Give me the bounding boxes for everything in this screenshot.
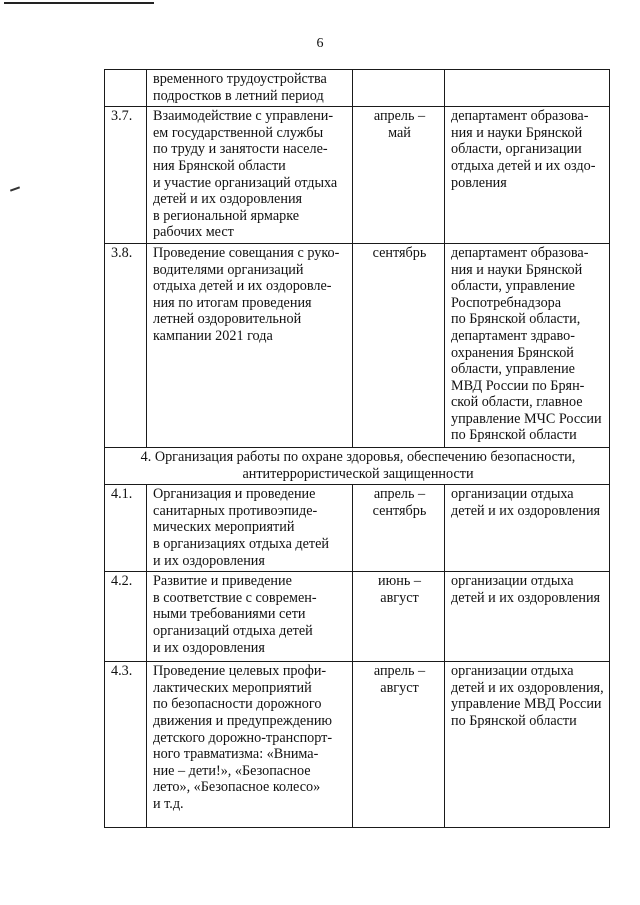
activity-responsible-line: ния и науки Брянской [451, 261, 583, 278]
activity-term [353, 107, 445, 244]
activity-description-line: временного трудоустройства [153, 71, 327, 87]
table-row [105, 70, 610, 107]
activity-responsible-line: по Брянской области [451, 427, 577, 444]
scan-artifact-line [4, 2, 154, 4]
activity-description-line: Организация и проведение [153, 486, 316, 503]
activity-responsible [445, 485, 610, 572]
row-number: 3.8. [105, 243, 147, 447]
activity-responsible-line: департамент образова- [451, 244, 589, 261]
row-number [105, 70, 147, 107]
row-number: 4.3. [105, 662, 147, 828]
activity-term-line: июнь – [378, 573, 421, 590]
activity-responsible-line: ния и науки Брянской [451, 124, 583, 141]
page-number: 6 [316, 36, 324, 51]
activity-responsible [445, 243, 610, 447]
table-row [105, 572, 610, 662]
activity-description-line: лето», «Безопасное колесо» [153, 779, 321, 796]
section-4-title: 4. Организация работы по охране здоровья, обеспечению безопасности, антитеррористической защищенности [105, 447, 610, 484]
activity-description-line: Проведение совещания с руко- [153, 244, 340, 261]
activity-responsible-line: детей и их оздоровления, [451, 679, 604, 696]
activity-description-line: ние – дети!», «Безопасное [153, 762, 311, 779]
activity-description-line: Развитие и приведение [153, 573, 292, 590]
activity-description-line: в организациях отдыха детей [153, 535, 330, 552]
activity-responsible-line: департамент здраво- [451, 327, 575, 344]
activity-responsible [445, 70, 610, 107]
activity-description [147, 485, 353, 572]
activity-description-line: движения и предупреждению [153, 712, 333, 729]
row-number: 4.2. [105, 572, 147, 662]
activity-description [147, 572, 353, 662]
activity-term-line: сентябрь [372, 244, 427, 261]
activity-description-line: в региональной ярмарке [153, 207, 300, 224]
activity-description-line: и их оздоровления [153, 552, 265, 569]
activity-responsible-line: детей и их оздоровления [451, 502, 601, 519]
activity-responsible-line: области, управление [451, 361, 575, 378]
activity-description-line: рабочих мест [153, 224, 234, 241]
scan-artifact-mark [10, 186, 20, 191]
activity-term [353, 70, 445, 107]
activity-term-line: август [380, 589, 419, 606]
activity-description-line: по безопасности дорожного [153, 696, 322, 713]
activity-responsible-line: области, управление [451, 278, 575, 295]
activity-description [147, 662, 353, 828]
activity-responsible [445, 662, 610, 828]
activity-term [353, 485, 445, 572]
activity-responsible-line: детей и их оздоровления [451, 589, 601, 606]
activity-term [353, 572, 445, 662]
activity-description-line: подростков в летний период [153, 87, 324, 104]
table-row [105, 243, 610, 447]
table-row [105, 107, 610, 244]
activity-term-line: сентябрь [372, 502, 427, 519]
plan-table [104, 69, 610, 828]
activity-description-line: отдыха детей и их оздоровле- [153, 278, 332, 295]
table-row [105, 485, 610, 572]
activity-description-line: ного травматизма: «Внима- [153, 746, 319, 763]
activity-term-line: май [388, 124, 411, 141]
activity-responsible-line: ской области, главное [451, 394, 583, 411]
activity-description [147, 70, 353, 107]
activity-description-line: Проведение целевых профи- [153, 663, 327, 680]
activity-responsible-line: управление МЧС России [451, 410, 602, 427]
activity-description-line: детей и их оздоровления [153, 191, 303, 208]
activity-term-line: апрель – [373, 486, 426, 503]
activity-responsible-line: отдыха детей и их оздо- [451, 157, 596, 174]
activity-responsible-line: МВД России по Брян- [451, 377, 585, 394]
activity-description [147, 107, 353, 244]
table-row [105, 662, 610, 828]
activity-description-line: детского дорожно-транспорт- [153, 729, 333, 746]
activity-responsible-line: управление МВД России [451, 696, 602, 713]
activity-responsible-line: ровления [451, 174, 507, 191]
activity-description-line: и участие организаций отдыха [153, 174, 338, 191]
activity-responsible-line: организации отдыха [451, 663, 574, 680]
activity-responsible-line: по Брянской области, [451, 311, 581, 328]
row-number: 3.7. [105, 107, 147, 244]
activity-responsible-line: Роспотребнадзора [451, 294, 562, 311]
activity-responsible-line: охранения Брянской [451, 344, 574, 361]
activity-description-line: лактических мероприятий [153, 679, 312, 696]
activity-description-line: ния Брянской области [153, 157, 286, 174]
activity-term-line: апрель – [373, 663, 426, 680]
activity-description-line: организаций отдыха детей [153, 622, 313, 639]
activity-description-line: летней оздоровительной [153, 311, 302, 328]
activity-term-line: апрель – [373, 108, 426, 125]
activity-term-line: август [380, 679, 419, 696]
activity-responsible-line: по Брянской области [451, 712, 577, 729]
activity-term [353, 243, 445, 447]
activity-description [147, 243, 353, 447]
section-header-row [105, 447, 610, 484]
activity-responsible-line: департамент образова- [451, 108, 589, 125]
activity-description-line: и т.д. [153, 795, 184, 812]
activity-description-line: водителями организаций [153, 261, 304, 278]
activity-description-line: Взаимодействие с управлени- [153, 108, 334, 125]
row-number: 4.1. [105, 485, 147, 572]
activity-responsible-line: организации отдыха [451, 573, 574, 590]
activity-responsible-line: организации отдыха [451, 486, 574, 503]
activity-responsible [445, 107, 610, 244]
activity-description-line: ными требованиями сети [153, 606, 306, 623]
activity-description-line: ния по итогам проведения [153, 294, 312, 311]
activity-description-line: санитарных противоэпиде- [153, 502, 318, 519]
activity-description-line: по труду и занятости населе- [153, 141, 328, 158]
activity-description-line: мических мероприятий [153, 519, 295, 536]
activity-description-line: кампании 2021 года [153, 327, 273, 344]
activity-term [353, 662, 445, 828]
activity-description-line: ем государственной службы [153, 124, 324, 141]
activity-responsible [445, 572, 610, 662]
activity-description-line: в соответствие с современ- [153, 589, 317, 606]
activity-description-line: и их оздоровления [153, 639, 265, 656]
activity-responsible-line: области, организации [451, 141, 582, 158]
